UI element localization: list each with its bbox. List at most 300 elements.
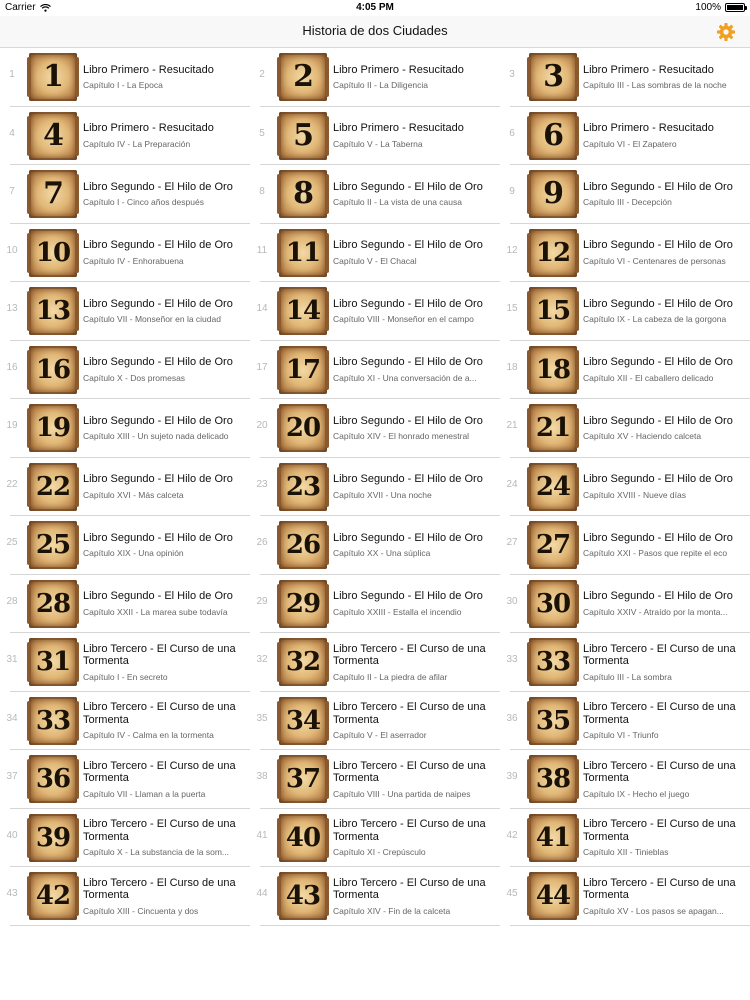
row-number: 26 xyxy=(256,537,268,548)
chapter-text xyxy=(83,107,245,165)
chapter-subtitle: Capítulo V - El Chacal xyxy=(333,255,417,266)
row-number: 43 xyxy=(6,888,18,899)
chapter-title: Libro Tercero - El Curso de una Tormenta xyxy=(333,642,486,667)
row-number: 22 xyxy=(6,478,18,490)
chapter-text xyxy=(583,48,745,106)
chapter-title: Libro Segundo - El Hilo de Oro xyxy=(583,356,733,369)
chapter-text xyxy=(333,341,495,399)
chapter-cell[interactable] xyxy=(250,692,500,751)
chapter-subtitle: Capítulo XV - Haciendo calceta xyxy=(583,431,702,442)
row-number: 2 xyxy=(259,69,265,80)
chapter-thumbnail xyxy=(279,404,327,452)
chapter-text xyxy=(583,575,745,633)
chapter-title: Libro Segundo - El Hilo de Oro xyxy=(83,297,233,310)
row-number: 18 xyxy=(506,361,518,373)
chapter-badge-number: 11 xyxy=(285,237,321,268)
chapter-cell[interactable] xyxy=(250,165,500,224)
row-number: 12 xyxy=(506,244,518,256)
chapter-badge-number: 5 xyxy=(293,117,313,153)
chapter-badge-number: 41 xyxy=(535,822,571,853)
chapter-badge-number: 14 xyxy=(285,296,321,326)
row-number: 32 xyxy=(256,654,268,665)
chapter-cell[interactable] xyxy=(0,692,250,751)
chapter-badge-number: 24 xyxy=(535,471,571,502)
chapter-text xyxy=(333,692,495,750)
chapter-thumbnail xyxy=(529,53,577,101)
row-separator xyxy=(260,925,500,926)
row-number: 16 xyxy=(6,361,18,373)
row-number: 34 xyxy=(6,712,18,724)
chapter-title: Libro Primero - Resucitado xyxy=(583,122,714,135)
chapter-badge-number: 23 xyxy=(285,471,321,502)
chapter-text xyxy=(83,633,245,691)
chapter-text xyxy=(583,516,745,574)
chapter-thumbnail xyxy=(29,814,77,862)
chapter-text xyxy=(333,48,495,106)
chapter-cell[interactable] xyxy=(500,633,750,692)
chapter-badge-number: 20 xyxy=(285,413,321,443)
chapter-thumbnail xyxy=(529,229,577,277)
chapter-badge-number: 7 xyxy=(43,176,63,211)
chapter-title: Libro Tercero - El Curso de una Tormenta xyxy=(583,642,736,667)
chapter-text xyxy=(583,107,745,165)
chapter-text xyxy=(83,692,245,750)
row-number: 30 xyxy=(506,595,518,607)
chapter-cell[interactable] xyxy=(500,575,750,634)
chapter-thumbnail xyxy=(279,521,327,569)
chapter-subtitle: Capítulo III - Decepción xyxy=(583,197,672,208)
chapter-subtitle: Capítulo XVII - Una noche xyxy=(333,489,432,500)
chapter-cell[interactable] xyxy=(0,224,250,283)
row-number: 17 xyxy=(256,361,268,373)
chapter-subtitle: Capítulo I - En secreto xyxy=(83,671,168,682)
row-number: 20 xyxy=(256,420,268,431)
chapter-subtitle: Capítulo IX - Hecho el juego xyxy=(583,788,690,799)
chapter-title: Libro Segundo - El Hilo de Oro xyxy=(83,239,233,252)
chapter-cell[interactable] xyxy=(0,48,250,107)
chapter-cell[interactable] xyxy=(500,516,750,575)
chapter-thumbnail xyxy=(29,755,77,803)
chapter-badge-number: 44 xyxy=(535,881,571,911)
chapter-subtitle: Capítulo II - La Diligencia xyxy=(333,80,428,91)
chapter-cell[interactable] xyxy=(0,458,250,517)
chapter-cell[interactable] xyxy=(0,809,250,868)
chapter-title: Libro Segundo - El Hilo de Oro xyxy=(333,239,483,252)
chapter-title: Libro Tercero - El Curso de una Tormenta xyxy=(333,876,486,901)
chapter-badge-number: 42 xyxy=(35,881,71,911)
chapter-text xyxy=(583,867,745,925)
row-number: 15 xyxy=(506,303,518,314)
chapter-text xyxy=(333,750,495,808)
chapter-cell[interactable] xyxy=(250,809,500,868)
chapter-thumbnail xyxy=(279,755,327,803)
chapter-badge-number: 6 xyxy=(543,117,563,153)
chapter-badge-number: 1 xyxy=(43,59,63,94)
chapter-title: Libro Segundo - El Hilo de Oro xyxy=(583,473,733,486)
chapter-thumbnail xyxy=(29,53,77,101)
chapter-badge-number: 30 xyxy=(535,588,571,619)
chapter-cell[interactable] xyxy=(500,692,750,751)
chapter-text xyxy=(83,48,245,106)
chapter-text xyxy=(333,633,495,691)
chapter-title: Libro Tercero - El Curso de una Tormenta xyxy=(83,818,236,843)
chapter-title: Libro Segundo - El Hilo de Oro xyxy=(83,180,233,193)
chapter-thumbnail xyxy=(279,638,327,686)
chapter-title: Libro Tercero - El Curso de una Tormenta xyxy=(583,759,736,784)
chapter-thumbnail xyxy=(279,287,327,335)
chapter-badge-number: 21 xyxy=(535,413,571,443)
chapter-title: Libro Segundo - El Hilo de Oro xyxy=(83,531,233,544)
chapter-subtitle: Capítulo VIII - Una partida de naipes xyxy=(333,788,471,799)
page-title: Historia de dos Ciudades xyxy=(302,23,448,38)
row-number: 14 xyxy=(256,303,268,314)
chapter-text xyxy=(333,809,495,867)
chapter-thumbnail xyxy=(29,697,77,745)
row-number: 1 xyxy=(9,69,15,80)
chapter-cell[interactable] xyxy=(0,282,250,341)
chapter-cell[interactable] xyxy=(250,575,500,634)
chapter-cell[interactable] xyxy=(0,107,250,166)
chapter-badge-number: 12 xyxy=(535,237,571,268)
chapter-title: Libro Segundo - El Hilo de Oro xyxy=(583,414,733,427)
chapter-thumbnail xyxy=(29,229,77,277)
chapter-badge-number: 16 xyxy=(35,354,71,385)
chapter-subtitle: Capítulo XVI - Más calceta xyxy=(83,489,184,500)
chapter-text xyxy=(583,458,745,516)
chapter-cell[interactable] xyxy=(250,750,500,809)
chapter-text xyxy=(83,224,245,282)
chapter-title: Libro Segundo - El Hilo de Oro xyxy=(583,590,733,603)
chapter-cell[interactable] xyxy=(250,867,500,926)
chapter-thumbnail xyxy=(529,580,577,628)
settings-button[interactable] xyxy=(716,22,736,42)
chapter-subtitle: Capítulo XVIII - Nueve días xyxy=(583,489,686,500)
chapter-cell[interactable] xyxy=(500,224,750,283)
chapter-title: Libro Tercero - El Curso de una Tormenta xyxy=(583,876,736,901)
chapter-subtitle: Capítulo III - Las sombras de la noche xyxy=(583,80,727,91)
chapter-thumbnail xyxy=(529,404,577,452)
chapter-cell[interactable] xyxy=(250,458,500,517)
chapter-title: Libro Segundo - El Hilo de Oro xyxy=(83,590,233,603)
chapter-cell[interactable] xyxy=(500,809,750,868)
chapter-badge-number: 15 xyxy=(535,296,571,326)
chapter-subtitle: Capítulo VII - Llaman a la puerta xyxy=(83,788,206,799)
chapter-badge-number: 37 xyxy=(285,764,321,794)
chapter-text xyxy=(583,282,745,340)
chapter-cell[interactable] xyxy=(250,399,500,458)
chapter-title: Libro Primero - Resucitado xyxy=(333,122,464,135)
row-number: 4 xyxy=(9,127,15,139)
chapter-text xyxy=(583,633,745,691)
chapter-cell[interactable] xyxy=(250,282,500,341)
chapter-subtitle: Capítulo XIV - El honrado menestral xyxy=(333,431,470,442)
chapter-thumbnail xyxy=(279,814,327,862)
row-separator xyxy=(510,925,750,926)
row-number: 27 xyxy=(506,537,518,548)
chapter-subtitle: Capítulo III - La sombra xyxy=(583,671,672,682)
navigation-bar xyxy=(0,16,750,48)
chapter-badge-number: 40 xyxy=(285,822,321,853)
chapter-cell[interactable] xyxy=(500,458,750,517)
chapter-text xyxy=(583,750,745,808)
chapter-badge-number: 18 xyxy=(535,354,571,385)
chapter-badge-number: 2 xyxy=(293,59,313,94)
chapter-subtitle: Capítulo XV - Los pasos se apagan... xyxy=(583,905,724,916)
chapter-text xyxy=(83,399,245,457)
chapter-subtitle: Capítulo V - El aserrador xyxy=(333,730,427,740)
chapter-cell[interactable] xyxy=(250,224,500,283)
chapter-subtitle: Capítulo XIII - Un sujeto nada delicado xyxy=(83,431,229,442)
chapter-badge-number: 43 xyxy=(285,881,321,911)
chapter-thumbnail xyxy=(279,697,327,745)
chapter-badge-number: 8 xyxy=(293,176,313,211)
chapter-title: Libro Primero - Resucitado xyxy=(583,63,714,76)
chapter-text xyxy=(83,341,245,399)
chapter-thumbnail xyxy=(529,287,577,335)
row-number: 11 xyxy=(256,244,268,256)
chapter-subtitle: Capítulo VII - Monseñor en la ciudad xyxy=(83,314,221,325)
chapter-subtitle: Capítulo X - La substancia de la som... xyxy=(83,847,229,857)
row-number: 8 xyxy=(259,186,265,197)
status-time: 4:05 PM xyxy=(356,2,394,13)
chapter-subtitle: Capítulo XXI - Pasos que repite el eco xyxy=(583,548,728,559)
chapter-title: Libro Segundo - El Hilo de Oro xyxy=(333,414,483,427)
chapter-subtitle: Capítulo XX - Una súplica xyxy=(333,548,431,559)
chapter-cell[interactable] xyxy=(500,48,750,107)
row-number: 21 xyxy=(506,420,518,431)
chapter-subtitle: Capítulo XI - Crepúsculo xyxy=(333,847,426,857)
chapter-text xyxy=(333,282,495,340)
row-number: 45 xyxy=(506,888,518,899)
chapter-thumbnail xyxy=(29,872,77,920)
chapter-thumbnail xyxy=(29,404,77,452)
chapter-text xyxy=(83,867,245,925)
chapter-text xyxy=(583,399,745,457)
row-number: 9 xyxy=(509,186,515,197)
row-number: 29 xyxy=(256,595,268,607)
chapter-subtitle: Capítulo IX - La cabeza de la gorgona xyxy=(583,314,727,325)
chapter-text xyxy=(333,224,495,282)
chapter-cell[interactable] xyxy=(250,48,500,107)
chapter-title: Libro Segundo - El Hilo de Oro xyxy=(333,590,483,603)
chapter-subtitle: Capítulo VI - El Zapatero xyxy=(583,138,677,149)
chapter-subtitle: Capítulo IV - Enhorabuena xyxy=(83,255,184,266)
row-number: 37 xyxy=(6,771,18,782)
chapter-title: Libro Tercero - El Curso de una Tormenta xyxy=(333,759,486,784)
chapter-thumbnail xyxy=(529,814,577,862)
chapter-title: Libro Segundo - El Hilo de Oro xyxy=(583,180,733,193)
chapter-title: Libro Tercero - El Curso de una Tormenta xyxy=(583,818,736,843)
row-number: 33 xyxy=(506,654,518,665)
row-number: 23 xyxy=(256,478,268,490)
row-separator xyxy=(10,925,250,926)
chapter-thumbnail xyxy=(29,521,77,569)
row-number: 6 xyxy=(509,127,515,139)
chapter-thumbnail xyxy=(279,463,327,511)
chapter-subtitle: Capítulo V - La Taberna xyxy=(333,138,423,149)
row-number: 13 xyxy=(6,303,18,314)
chapter-cell[interactable] xyxy=(500,107,750,166)
chapter-cell[interactable] xyxy=(0,633,250,692)
chapter-title: Libro Segundo - El Hilo de Oro xyxy=(333,356,483,369)
chapter-text xyxy=(83,165,245,223)
chapter-thumbnail xyxy=(29,112,77,160)
chapter-title: Libro Segundo - El Hilo de Oro xyxy=(83,414,233,427)
chapter-cell[interactable] xyxy=(0,165,250,224)
chapter-title: Libro Tercero - El Curso de una Tormenta xyxy=(333,818,486,843)
chapter-cell[interactable] xyxy=(250,107,500,166)
chapter-thumbnail xyxy=(529,170,577,218)
row-number: 10 xyxy=(6,244,18,256)
chapter-text xyxy=(83,575,245,633)
chapter-text xyxy=(83,750,245,808)
chapter-title: Libro Tercero - El Curso de una Tormenta xyxy=(583,701,736,726)
chapter-cell[interactable] xyxy=(0,399,250,458)
chapter-text xyxy=(333,107,495,165)
battery-icon xyxy=(725,3,745,12)
chapter-text xyxy=(583,809,745,867)
chapter-thumbnail xyxy=(529,463,577,511)
chapter-title: Libro Segundo - El Hilo de Oro xyxy=(333,180,483,193)
gear-icon xyxy=(716,22,736,42)
chapter-badge-number: 25 xyxy=(35,530,71,560)
chapter-subtitle: Capítulo XII - Tinieblas xyxy=(583,847,669,857)
chapter-thumbnail xyxy=(29,170,77,218)
chapter-badge-number: 27 xyxy=(535,530,571,560)
row-number: 24 xyxy=(506,478,518,490)
row-number: 5 xyxy=(259,127,265,139)
battery-percent: 100% xyxy=(695,2,721,13)
chapter-thumbnail xyxy=(529,755,577,803)
chapter-title: Libro Tercero - El Curso de una Tormenta xyxy=(83,759,236,784)
chapter-text xyxy=(333,458,495,516)
chapter-subtitle: Capítulo IV - La Preparación xyxy=(83,138,191,149)
chapter-thumbnail xyxy=(529,638,577,686)
chapter-text xyxy=(583,341,745,399)
chapter-subtitle: Capítulo XI - Una conversación de a... xyxy=(333,372,477,383)
chapter-thumbnail xyxy=(529,346,577,394)
chapter-badge-number: 22 xyxy=(35,471,71,502)
chapter-thumbnail xyxy=(279,53,327,101)
chapter-thumbnail xyxy=(29,638,77,686)
chapter-cell[interactable] xyxy=(250,633,500,692)
chapter-subtitle: Capítulo X - Dos promesas xyxy=(83,372,186,383)
chapter-subtitle: Capítulo VIII - Monseñor en el campo xyxy=(333,314,474,325)
chapter-title: Libro Segundo - El Hilo de Oro xyxy=(333,297,483,310)
chapter-cell[interactable] xyxy=(500,341,750,400)
chapter-cell[interactable] xyxy=(500,165,750,224)
row-number: 25 xyxy=(6,537,18,548)
chapter-badge-number: 33 xyxy=(535,647,571,677)
row-number: 31 xyxy=(6,654,18,665)
row-number: 36 xyxy=(506,712,518,724)
chapter-cell[interactable] xyxy=(500,867,750,926)
chapter-subtitle: Capítulo XIII - Cincuenta y dos xyxy=(83,905,199,916)
chapter-title: Libro Segundo - El Hilo de Oro xyxy=(583,239,733,252)
chapter-title: Libro Segundo - El Hilo de Oro xyxy=(583,297,733,310)
row-number: 42 xyxy=(506,829,518,841)
chapter-thumbnail xyxy=(279,872,327,920)
row-number: 3 xyxy=(509,69,515,80)
chapter-title: Libro Segundo - El Hilo de Oro xyxy=(333,473,483,486)
chapter-cell[interactable] xyxy=(500,750,750,809)
chapter-thumbnail xyxy=(29,287,77,335)
chapter-title: Libro Primero - Resucitado xyxy=(83,122,214,135)
chapter-thumbnail xyxy=(529,697,577,745)
chapter-text xyxy=(583,692,745,750)
chapter-title: Libro Tercero - El Curso de una Tormenta xyxy=(83,701,236,726)
chapter-subtitle: Capítulo XXIII - Estalla el incendio xyxy=(333,606,462,617)
chapter-badge-number: 13 xyxy=(35,296,71,326)
chapter-badge-number: 39 xyxy=(35,822,71,853)
chapter-badge-number: 9 xyxy=(543,176,563,211)
chapter-title: Libro Segundo - El Hilo de Oro xyxy=(83,356,233,369)
chapter-text xyxy=(83,516,245,574)
row-number: 41 xyxy=(256,829,268,841)
chapter-cell[interactable] xyxy=(500,399,750,458)
row-number: 19 xyxy=(6,420,18,431)
chapter-thumbnail xyxy=(29,580,77,628)
chapter-title: Libro Tercero - El Curso de una Tormenta xyxy=(333,701,486,726)
chapter-title: Libro Tercero - El Curso de una Tormenta xyxy=(83,876,236,901)
chapter-badge-number: 28 xyxy=(35,588,71,619)
chapter-cell[interactable] xyxy=(0,575,250,634)
chapter-badge-number: 10 xyxy=(35,237,71,268)
chapter-text xyxy=(83,282,245,340)
row-number: 40 xyxy=(6,829,18,841)
chapter-badge-number: 34 xyxy=(285,705,321,736)
chapter-subtitle: Capítulo XXIV - Atraído por la monta... xyxy=(583,606,728,617)
chapter-title: Libro Segundo - El Hilo de Oro xyxy=(83,473,233,486)
chapter-badge-number: 29 xyxy=(285,588,321,619)
chapter-badge-number: 38 xyxy=(535,764,571,794)
chapter-text xyxy=(83,809,245,867)
chapter-cell[interactable] xyxy=(0,867,250,926)
chapter-cell[interactable] xyxy=(250,341,500,400)
chapter-title: Libro Tercero - El Curso de una Tormenta xyxy=(83,642,236,667)
chapter-subtitle: Capítulo XXII - La marea sube todavía xyxy=(83,606,228,617)
chapter-text xyxy=(333,516,495,574)
chapter-title: Libro Segundo - El Hilo de Oro xyxy=(583,531,733,544)
chapter-badge-number: 4 xyxy=(43,117,63,153)
chapter-thumbnail xyxy=(29,463,77,511)
chapter-cell[interactable] xyxy=(0,341,250,400)
chapter-badge-number: 32 xyxy=(285,647,321,677)
status-bar xyxy=(0,0,750,16)
chapter-thumbnail xyxy=(279,580,327,628)
chapter-subtitle: Capítulo VI - Triunfo xyxy=(583,730,659,740)
chapter-thumbnail xyxy=(529,872,577,920)
chapter-badge-number: 31 xyxy=(35,647,71,677)
chapter-badge-number: 17 xyxy=(285,354,321,385)
chapter-thumbnail xyxy=(529,112,577,160)
chapter-badge-number: 3 xyxy=(543,59,563,94)
chapter-title: Libro Segundo - El Hilo de Oro xyxy=(333,531,483,544)
chapter-cell[interactable] xyxy=(0,516,250,575)
chapter-cell[interactable] xyxy=(250,516,500,575)
chapter-cell[interactable] xyxy=(500,282,750,341)
carrier-label: Carrier xyxy=(5,2,36,13)
chapter-thumbnail xyxy=(279,346,327,394)
chapter-text xyxy=(83,458,245,516)
chapter-cell[interactable] xyxy=(0,750,250,809)
chapter-thumbnail xyxy=(279,229,327,277)
chapter-text xyxy=(583,224,745,282)
status-right xyxy=(695,2,745,13)
chapter-thumbnail xyxy=(279,112,327,160)
chapter-badge-number: 35 xyxy=(535,705,571,736)
chapter-badge-number: 33 xyxy=(35,705,71,736)
